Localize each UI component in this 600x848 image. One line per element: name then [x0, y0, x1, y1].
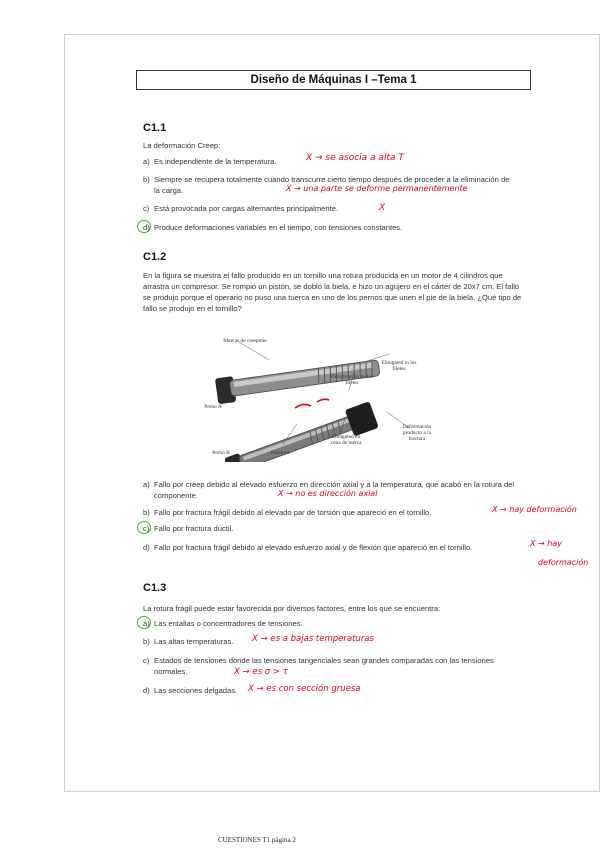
bolt-failure-figure	[199, 332, 439, 462]
handwritten-note: X → es σ > τ	[234, 667, 288, 677]
handwritten-note: X → se asocia a alta T	[306, 153, 404, 163]
bolt-failure-illustration	[199, 332, 439, 462]
handwritten-note: X	[379, 203, 386, 213]
option-text: Fallo por creep debido al elevado esfuerzo en dirección axial y a la temperatura, que acabó en la rotura del componente.	[154, 480, 515, 500]
figure-label-deformation: Deformación de los filetes	[330, 374, 374, 386]
option-key: a)	[143, 157, 150, 166]
option-key: c)	[143, 656, 150, 665]
option-key: d)	[143, 223, 150, 232]
handwritten-note: X → no es dirección axial	[278, 489, 378, 498]
handwritten-note: X → es a bajas temperaturas	[252, 634, 374, 644]
option-c13-a	[143, 618, 527, 629]
option-key: d)	[143, 543, 150, 552]
handwritten-note: X → una parte se deforme permanentemente	[286, 184, 468, 193]
question-intro-c12: En la figura se muestra el fallo producido en un tornillo una rotura producida en un motor de 4 cilindros que arrastra un compresor. Se rompió un pistón, se dobló la biela, e hizo un agujero en el cárter de 20x7 cm. El fallo se produjo porque el operario no puso una tuerca en uno de los pernos que unen el pie de la biela. ¿Qué tipo de fallo se produjo en el tornillo?	[143, 271, 522, 313]
figure-label-fracture: Fractura	[271, 450, 289, 456]
question-intro-c13: La rotura frágil puede estar favorecida por diversos factores, entre los que se encuentra:	[143, 604, 441, 613]
section-heading-c11: C1.1	[143, 122, 167, 134]
option-c12-d	[143, 542, 527, 553]
section-heading-c13: C1.3	[143, 582, 167, 594]
option-text: Fallo por fractura dúctil.	[154, 524, 234, 533]
option-text: Las entallas o concentradores de tensiones.	[154, 619, 303, 628]
option-key: c)	[143, 524, 150, 533]
option-key: b)	[143, 508, 150, 517]
handwritten-note: X → hay	[530, 539, 562, 548]
option-text: Produce deformaciones variables en el tiempo, con tensiones constantes.	[154, 223, 403, 232]
figure-label-motor: Marcas de creepmie	[223, 338, 267, 344]
option-key: b)	[143, 175, 150, 184]
option-c12-b	[143, 507, 527, 518]
option-text: Fallo por fractura frágil debido al elevado par de torsión que apareció en el tornillo.	[154, 508, 432, 517]
page-footer: CUESTIONES T1 página 2	[218, 836, 296, 844]
handwritten-note: X → es con sección gruesa	[248, 684, 361, 694]
figure-label-part-b: Perno B	[212, 450, 230, 456]
option-text: Es independiente de la temperatura.	[154, 157, 277, 166]
option-c13-c	[143, 655, 527, 677]
option-key: a)	[143, 619, 150, 628]
option-c11-d	[143, 222, 527, 233]
option-c12-c	[143, 523, 527, 534]
section-heading-c12: C1.2	[143, 251, 167, 263]
option-text: Fallo por fractura frágil debido al elevado esfuerzo axial y de flexión que apareció en el tornillo.	[154, 543, 473, 552]
figure-label-part-a: Perno A	[204, 404, 222, 410]
option-key: a)	[143, 480, 150, 489]
option-key: d)	[143, 686, 150, 695]
figure-label-elongated: Elongated in los filetes	[381, 360, 417, 372]
figure-label-deformation-nut: Deformación producto a la fractura	[402, 424, 432, 442]
option-key: c)	[143, 204, 150, 213]
handwritten-note-continued: deformación	[538, 558, 589, 567]
option-text: Las secciones delgadas.	[154, 686, 238, 695]
document-title: Diseño de Máquinas I –Tema 1	[136, 70, 531, 90]
option-key: b)	[143, 637, 150, 646]
option-text: Estados de tensiones donde las tensiones tangenciales sean grandes comparadas con las tensiones normales.	[154, 656, 494, 676]
figure-label-elongated-nut: Elongated en zona de tuerca	[330, 434, 362, 446]
option-text: Está provocada por cargas alternantes principalmente.	[154, 204, 339, 213]
handwritten-note: X → hay deformación	[492, 505, 577, 514]
option-c11-c	[143, 203, 527, 214]
option-text: Las altas temperaturas.	[154, 637, 234, 646]
option-text: Siempre se recupera totalmente cuando transcurre cierto tiempo después de proceder a la eliminación de la carga.	[154, 175, 510, 195]
question-intro-c11: La deformación Creep:	[143, 141, 221, 150]
